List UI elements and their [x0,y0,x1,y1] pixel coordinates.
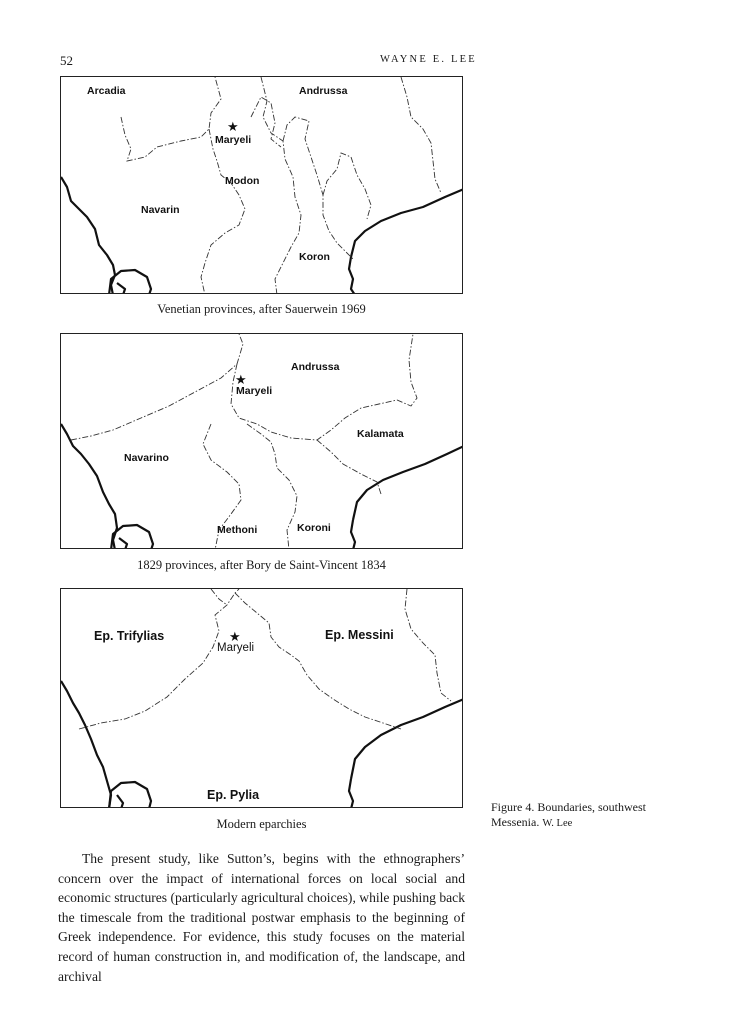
label-methoni: Methoni [217,524,258,536]
body-text [58,849,465,986]
label-koroni: Koroni [297,522,331,534]
coastline [61,177,463,294]
map-1829-linework [61,334,463,549]
province-boundaries [121,77,441,294]
label-koron: Koron [299,251,330,263]
star-icon: ★ [227,120,239,135]
label-maryeli: Maryeli [236,385,273,397]
label-ep-pylia: Ep. Pylia [207,788,260,802]
figure-caption-credit: W. Lee [542,818,573,829]
map-caption-1829: 1829 provinces, after Bory de Saint-Vincent 1834 [137,558,386,572]
map-1829-provinces [60,333,463,549]
label-arcadia: Arcadia [87,85,126,97]
star-icon: ★ [229,630,241,645]
figure-caption-title: Figure 4. Boundaries, southwest Messenia. [491,800,646,829]
label-ep-trifylias: Ep. Trifylias [94,629,165,643]
map-caption-venetian: Venetian provinces, after Sauerwein 1969 [157,302,366,316]
star-icon: ★ [235,373,247,388]
map-modern-eparchies [60,588,463,808]
province-boundaries [71,334,417,549]
label-maryeli: Maryeli [215,134,252,146]
coastline [61,424,463,549]
label-navarino: Navarino [124,452,169,464]
label-kalamata: Kalamata [357,428,404,440]
label-andrussa: Andrussa [299,85,348,97]
running-head: WAYNE E. LEE [380,54,477,65]
label-navarin: Navarin [141,204,180,216]
map-modern-linework [61,589,463,808]
label-ep-messini: Ep. Messini [325,628,394,642]
figure-caption [491,800,691,831]
page-number: 52 [60,53,73,68]
map-caption-modern: Modern eparchies [216,817,307,831]
coastline [61,681,463,808]
label-modon: Modon [225,175,260,187]
eparchy-boundaries [79,589,451,729]
label-maryeli: Maryeli [217,642,255,654]
label-andrussa: Andrussa [291,361,340,373]
map-venetian-linework [61,77,463,294]
map-venetian-provinces [60,76,463,294]
body-paragraph: The present study, like Sutton’s, begins with the ethnographers’ concern over the impact of international forces on local social and economic structures (particularly agricultural choices), while pushing back the timescale from the traditional postwar emphasis to the beginning of Greek independence. For evidence, this study focuses on the material record of human construction in, and modification of, the landscape, and archival [58,851,465,984]
